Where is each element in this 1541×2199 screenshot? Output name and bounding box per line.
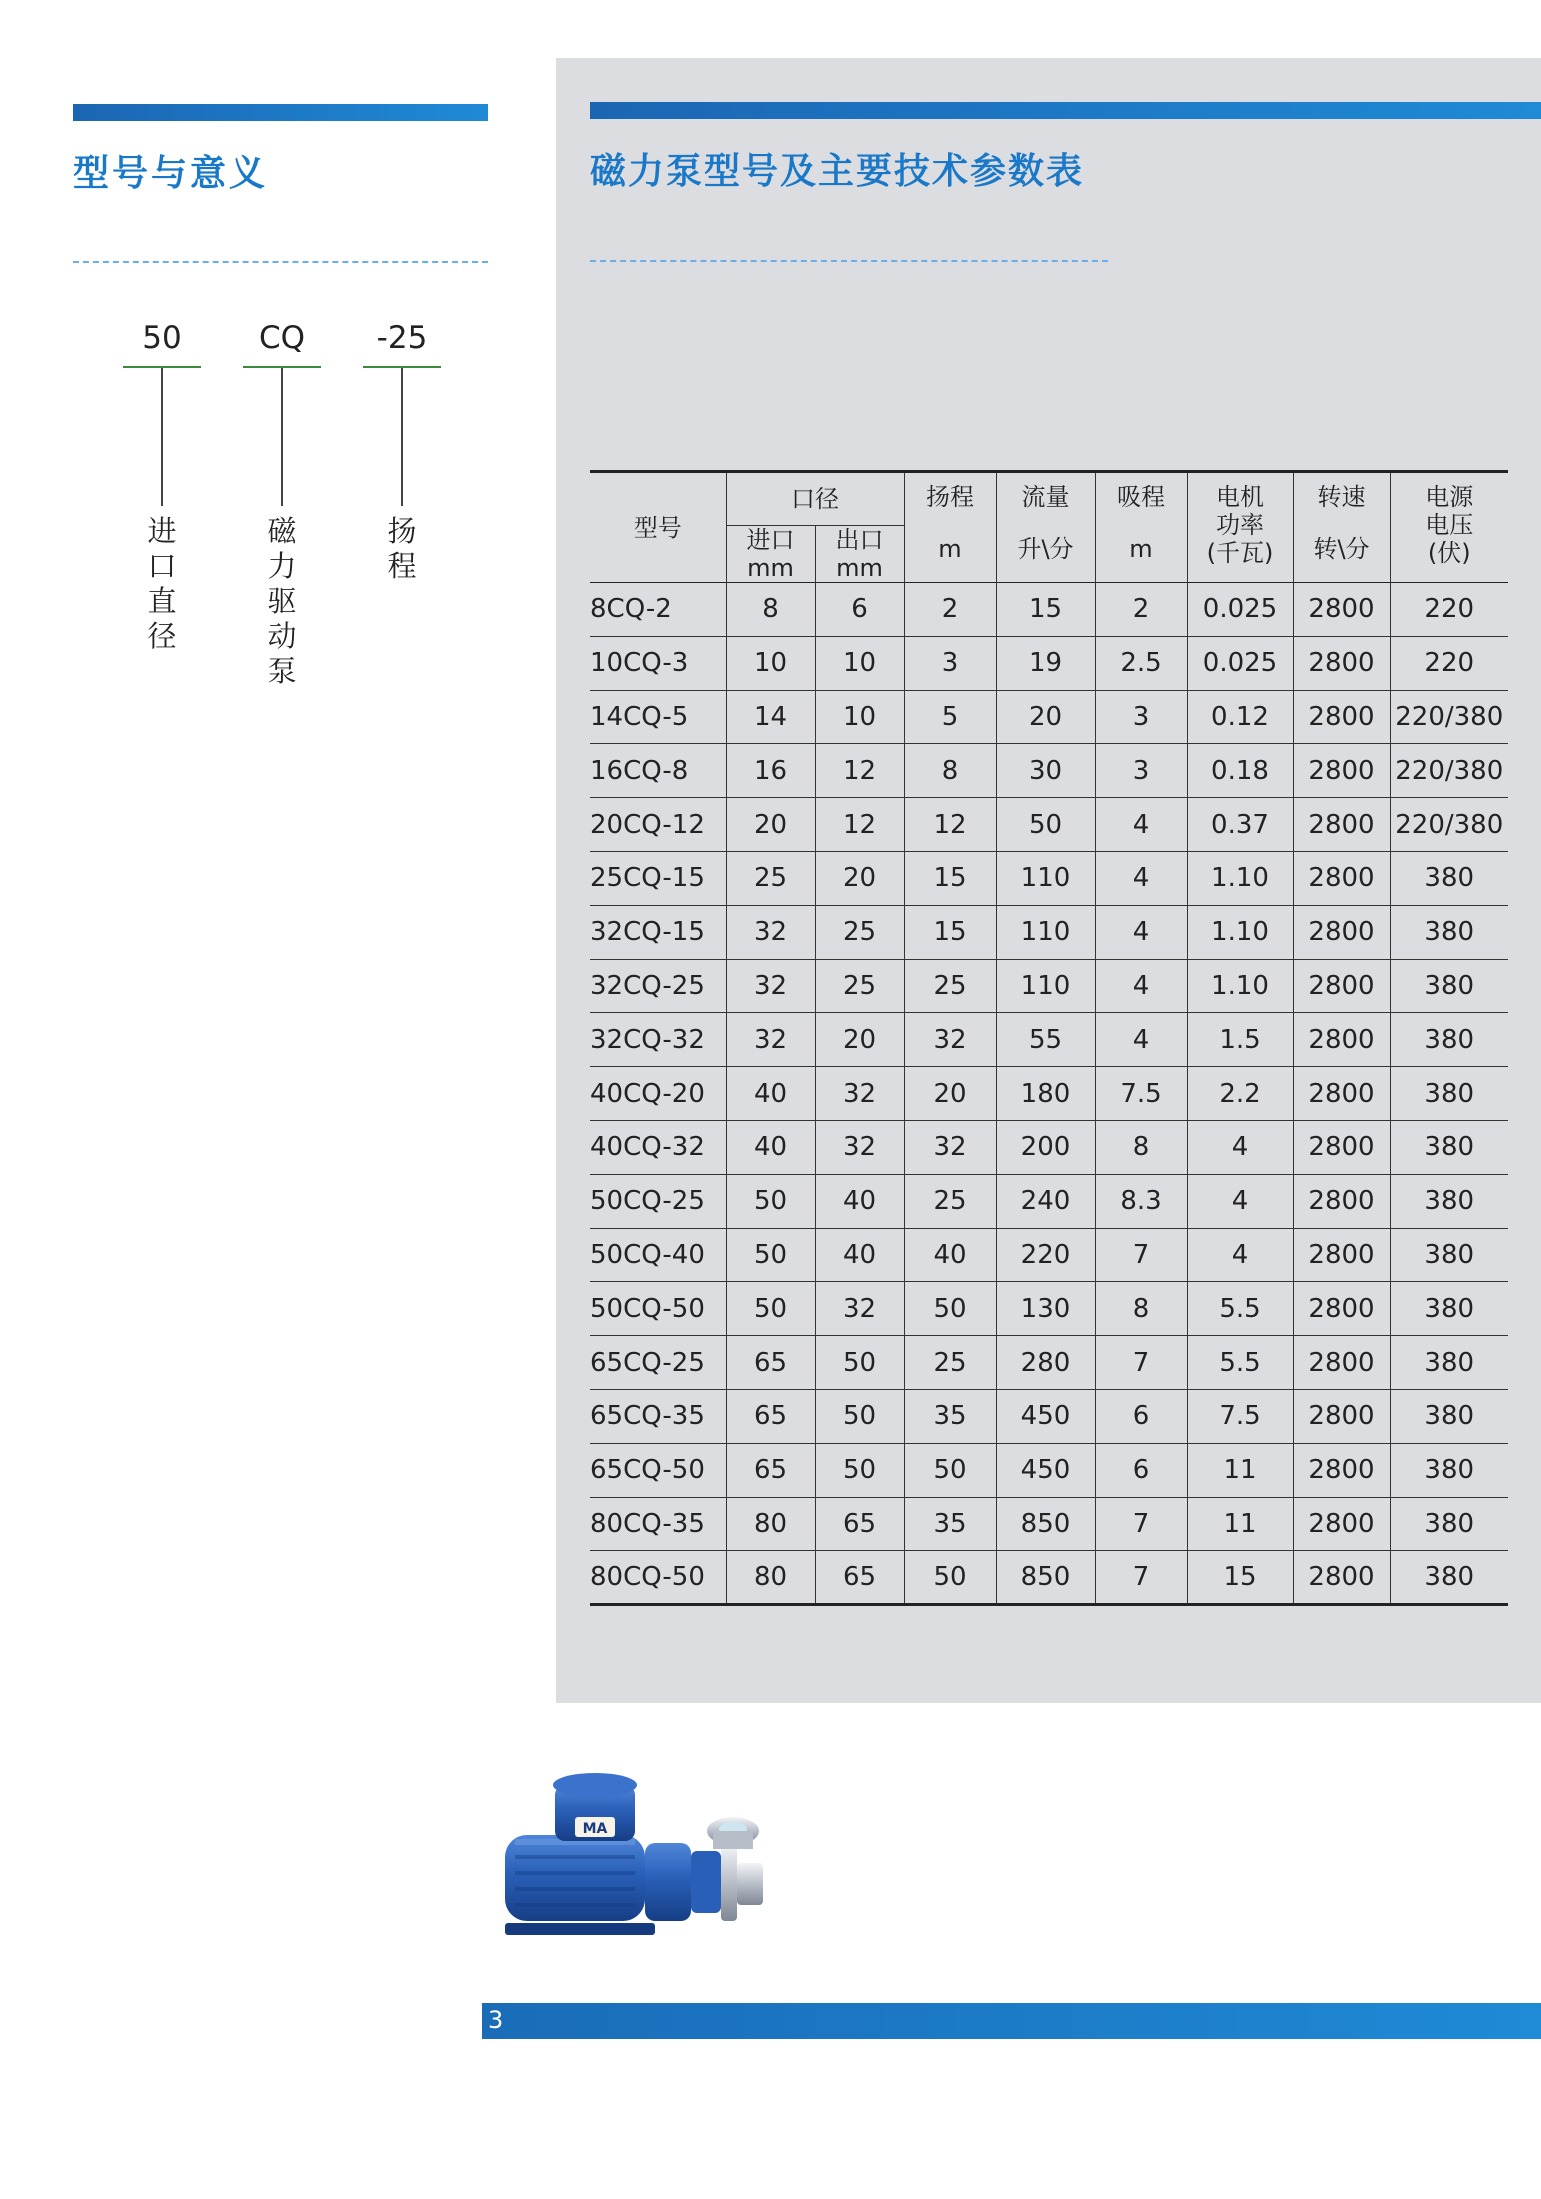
value-cell: 2800	[1293, 1389, 1390, 1443]
value-cell: 15	[904, 905, 996, 959]
value-cell: 110	[996, 959, 1095, 1013]
value-cell: 2800	[1293, 1282, 1390, 1336]
model-cell: 50CQ-40	[590, 1228, 726, 1282]
code-label-inlet: 进 口 直 径	[147, 514, 177, 653]
value-cell: 50	[904, 1551, 996, 1605]
value-cell: 380	[1390, 1174, 1508, 1228]
value-cell: 2800	[1293, 583, 1390, 637]
value-cell: 50	[726, 1282, 815, 1336]
value-cell: 11	[1187, 1497, 1293, 1551]
value-cell: 1.10	[1187, 851, 1293, 905]
table-row	[590, 1282, 1508, 1336]
value-cell: 65	[726, 1336, 815, 1390]
value-cell: 50	[996, 798, 1095, 852]
model-cell: 10CQ-3	[590, 636, 726, 690]
value-cell: 25	[904, 1336, 996, 1390]
table-row	[590, 905, 1508, 959]
value-cell: 850	[996, 1497, 1095, 1551]
code-label-type: 磁 力 驱 动 泵	[267, 514, 297, 688]
value-cell: 2800	[1293, 1067, 1390, 1121]
value-cell: 2800	[1293, 798, 1390, 852]
value-cell: 5.5	[1187, 1336, 1293, 1390]
value-cell: 8	[726, 583, 815, 637]
value-cell: 14	[726, 690, 815, 744]
spec-table	[590, 470, 1508, 1606]
value-cell: 4	[1095, 905, 1187, 959]
value-cell: 380	[1390, 1013, 1508, 1067]
value-cell: 450	[996, 1443, 1095, 1497]
value-cell: 2800	[1293, 1336, 1390, 1390]
value-cell: 8	[1095, 1282, 1187, 1336]
header-inlet: 进口 mm	[726, 526, 815, 583]
value-cell: 380	[1390, 1336, 1508, 1390]
value-cell: 380	[1390, 1551, 1508, 1605]
code-connector	[401, 368, 403, 506]
table-row	[590, 1228, 1508, 1282]
value-cell: 32	[815, 1067, 904, 1121]
header-model: 型号	[590, 472, 726, 583]
model-cell: 32CQ-15	[590, 905, 726, 959]
panel-dashed-divider	[590, 260, 1108, 262]
table-row	[590, 798, 1508, 852]
left-dashed-divider	[73, 261, 488, 263]
value-cell: 2800	[1293, 690, 1390, 744]
value-cell: 80	[726, 1497, 815, 1551]
value-cell: 20	[996, 690, 1095, 744]
value-cell: 2.2	[1187, 1067, 1293, 1121]
magnetic-pump-image	[495, 1755, 785, 1955]
value-cell: 0.37	[1187, 798, 1293, 852]
value-cell: 10	[726, 636, 815, 690]
section-title-model-meaning: 型号与意义	[73, 153, 269, 194]
value-cell: 2800	[1293, 1013, 1390, 1067]
value-cell: 32	[726, 1013, 815, 1067]
value-cell: 50	[815, 1443, 904, 1497]
value-cell: 65	[815, 1497, 904, 1551]
value-cell: 2800	[1293, 1443, 1390, 1497]
value-cell: 30	[996, 744, 1095, 798]
value-cell: 7	[1095, 1497, 1187, 1551]
value-cell: 20	[815, 1013, 904, 1067]
value-cell: 380	[1390, 959, 1508, 1013]
value-cell: 10	[815, 636, 904, 690]
model-cell: 80CQ-50	[590, 1551, 726, 1605]
model-cell: 40CQ-20	[590, 1067, 726, 1121]
value-cell: 32	[726, 905, 815, 959]
value-cell: 12	[815, 744, 904, 798]
model-cell: 80CQ-35	[590, 1497, 726, 1551]
value-cell: 0.025	[1187, 583, 1293, 637]
table-row	[590, 1013, 1508, 1067]
value-cell: 3	[1095, 744, 1187, 798]
model-cell: 65CQ-50	[590, 1443, 726, 1497]
value-cell: 380	[1390, 851, 1508, 905]
value-cell: 220	[1390, 636, 1508, 690]
value-cell: 7.5	[1095, 1067, 1187, 1121]
value-cell: 3	[904, 636, 996, 690]
value-cell: 12	[904, 798, 996, 852]
code-part-type: CQ	[258, 320, 306, 356]
value-cell: 50	[904, 1443, 996, 1497]
value-cell: 2800	[1293, 1497, 1390, 1551]
table-row	[590, 1120, 1508, 1174]
model-cell: 65CQ-25	[590, 1336, 726, 1390]
table-row	[590, 636, 1508, 690]
value-cell: 380	[1390, 1497, 1508, 1551]
code-part-inlet: 50	[142, 320, 182, 356]
model-cell: 65CQ-35	[590, 1389, 726, 1443]
table-row	[590, 959, 1508, 1013]
value-cell: 6	[1095, 1389, 1187, 1443]
header-voltage: 电源 电压 (伏)	[1390, 472, 1508, 583]
value-cell: 32	[726, 959, 815, 1013]
value-cell: 380	[1390, 1120, 1508, 1174]
value-cell: 50	[726, 1174, 815, 1228]
value-cell: 50	[815, 1389, 904, 1443]
value-cell: 200	[996, 1120, 1095, 1174]
value-cell: 32	[815, 1120, 904, 1174]
value-cell: 7	[1095, 1228, 1187, 1282]
code-part-head: -25	[376, 320, 428, 356]
value-cell: 5.5	[1187, 1282, 1293, 1336]
value-cell: 110	[996, 905, 1095, 959]
value-cell: 65	[815, 1551, 904, 1605]
table-row	[590, 851, 1508, 905]
value-cell: 11	[1187, 1443, 1293, 1497]
table-row	[590, 1174, 1508, 1228]
value-cell: 8	[904, 744, 996, 798]
value-cell: 2800	[1293, 851, 1390, 905]
value-cell: 220/380	[1390, 798, 1508, 852]
value-cell: 35	[904, 1497, 996, 1551]
spec-table-body	[590, 583, 1508, 1605]
model-cell: 32CQ-32	[590, 1013, 726, 1067]
header-speed: 转速 转\分	[1293, 472, 1390, 583]
value-cell: 20	[815, 851, 904, 905]
footer-accent-bar	[482, 2003, 1541, 2039]
value-cell: 25	[904, 959, 996, 1013]
value-cell: 380	[1390, 1443, 1508, 1497]
header-outlet: 出口 mm	[815, 526, 904, 583]
value-cell: 280	[996, 1336, 1095, 1390]
table-row	[590, 744, 1508, 798]
value-cell: 2800	[1293, 1551, 1390, 1605]
value-cell: 2800	[1293, 959, 1390, 1013]
header-power: 电机 功率 (千瓦)	[1187, 472, 1293, 583]
value-cell: 5	[904, 690, 996, 744]
section-title-spec-table: 磁力泵型号及主要技术参数表	[590, 151, 1085, 192]
pump-ma-label: MA	[582, 1821, 608, 1837]
header-flow: 流量 升\分	[996, 472, 1095, 583]
value-cell: 50	[726, 1228, 815, 1282]
value-cell: 4	[1187, 1120, 1293, 1174]
value-cell: 50	[904, 1282, 996, 1336]
value-cell: 7	[1095, 1551, 1187, 1605]
value-cell: 2.5	[1095, 636, 1187, 690]
value-cell: 25	[904, 1174, 996, 1228]
value-cell: 65	[726, 1389, 815, 1443]
value-cell: 220/380	[1390, 744, 1508, 798]
value-cell: 3	[1095, 690, 1187, 744]
value-cell: 2800	[1293, 905, 1390, 959]
model-cell: 20CQ-12	[590, 798, 726, 852]
table-row	[590, 690, 1508, 744]
value-cell: 220/380	[1390, 690, 1508, 744]
model-cell: 8CQ-2	[590, 583, 726, 637]
value-cell: 4	[1095, 1013, 1187, 1067]
table-row	[590, 1336, 1508, 1390]
value-cell: 6	[815, 583, 904, 637]
value-cell: 4	[1187, 1174, 1293, 1228]
value-cell: 4	[1187, 1228, 1293, 1282]
code-label-head: 扬 程	[387, 514, 417, 583]
value-cell: 130	[996, 1282, 1095, 1336]
value-cell: 35	[904, 1389, 996, 1443]
value-cell: 1.5	[1187, 1013, 1293, 1067]
value-cell: 1.10	[1187, 905, 1293, 959]
value-cell: 110	[996, 851, 1095, 905]
left-accent-bar	[73, 104, 488, 121]
value-cell: 220	[996, 1228, 1095, 1282]
value-cell: 380	[1390, 1389, 1508, 1443]
value-cell: 6	[1095, 1443, 1187, 1497]
code-connector	[161, 368, 163, 506]
value-cell: 220	[1390, 583, 1508, 637]
value-cell: 40	[904, 1228, 996, 1282]
value-cell: 40	[726, 1067, 815, 1121]
value-cell: 2800	[1293, 636, 1390, 690]
value-cell: 2800	[1293, 744, 1390, 798]
value-cell: 2	[1095, 583, 1187, 637]
model-cell: 50CQ-25	[590, 1174, 726, 1228]
value-cell: 8	[1095, 1120, 1187, 1174]
value-cell: 50	[815, 1336, 904, 1390]
value-cell: 2	[904, 583, 996, 637]
value-cell: 4	[1095, 959, 1187, 1013]
value-cell: 8.3	[1095, 1174, 1187, 1228]
value-cell: 180	[996, 1067, 1095, 1121]
page-number: 3	[488, 2006, 504, 2034]
value-cell: 7.5	[1187, 1389, 1293, 1443]
value-cell: 20	[904, 1067, 996, 1121]
value-cell: 1.10	[1187, 959, 1293, 1013]
model-cell: 25CQ-15	[590, 851, 726, 905]
value-cell: 2800	[1293, 1174, 1390, 1228]
value-cell: 25	[815, 959, 904, 1013]
value-cell: 4	[1095, 851, 1187, 905]
value-cell: 0.12	[1187, 690, 1293, 744]
value-cell: 10	[815, 690, 904, 744]
table-row	[590, 1443, 1508, 1497]
value-cell: 850	[996, 1551, 1095, 1605]
value-cell: 40	[726, 1120, 815, 1174]
value-cell: 25	[726, 851, 815, 905]
code-connector	[281, 368, 283, 506]
value-cell: 55	[996, 1013, 1095, 1067]
value-cell: 65	[726, 1443, 815, 1497]
value-cell: 15	[996, 583, 1095, 637]
value-cell: 19	[996, 636, 1095, 690]
value-cell: 40	[815, 1174, 904, 1228]
value-cell: 0.18	[1187, 744, 1293, 798]
value-cell: 32	[815, 1282, 904, 1336]
value-cell: 32	[904, 1013, 996, 1067]
header-suction: 吸程 m	[1095, 472, 1187, 583]
model-cell: 50CQ-50	[590, 1282, 726, 1336]
value-cell: 4	[1095, 798, 1187, 852]
value-cell: 2800	[1293, 1228, 1390, 1282]
header-diameter: 口径	[726, 472, 904, 526]
value-cell: 32	[904, 1120, 996, 1174]
value-cell: 380	[1390, 905, 1508, 959]
value-cell: 16	[726, 744, 815, 798]
value-cell: 7	[1095, 1336, 1187, 1390]
value-cell: 380	[1390, 1067, 1508, 1121]
header-head: 扬程 m	[904, 472, 996, 583]
model-cell: 32CQ-25	[590, 959, 726, 1013]
table-row	[590, 583, 1508, 637]
value-cell: 25	[815, 905, 904, 959]
table-row	[590, 1497, 1508, 1551]
table-row	[590, 1067, 1508, 1121]
panel-accent-bar	[590, 102, 1541, 119]
value-cell: 20	[726, 798, 815, 852]
value-cell: 2800	[1293, 1120, 1390, 1174]
value-cell: 15	[1187, 1551, 1293, 1605]
value-cell: 240	[996, 1174, 1095, 1228]
value-cell: 450	[996, 1389, 1095, 1443]
model-cell: 40CQ-32	[590, 1120, 726, 1174]
value-cell: 12	[815, 798, 904, 852]
value-cell: 15	[904, 851, 996, 905]
value-cell: 80	[726, 1551, 815, 1605]
value-cell: 40	[815, 1228, 904, 1282]
value-cell: 380	[1390, 1282, 1508, 1336]
model-cell: 16CQ-8	[590, 744, 726, 798]
value-cell: 380	[1390, 1228, 1508, 1282]
model-cell: 14CQ-5	[590, 690, 726, 744]
table-row	[590, 1551, 1508, 1605]
value-cell: 0.025	[1187, 636, 1293, 690]
table-row	[590, 1389, 1508, 1443]
